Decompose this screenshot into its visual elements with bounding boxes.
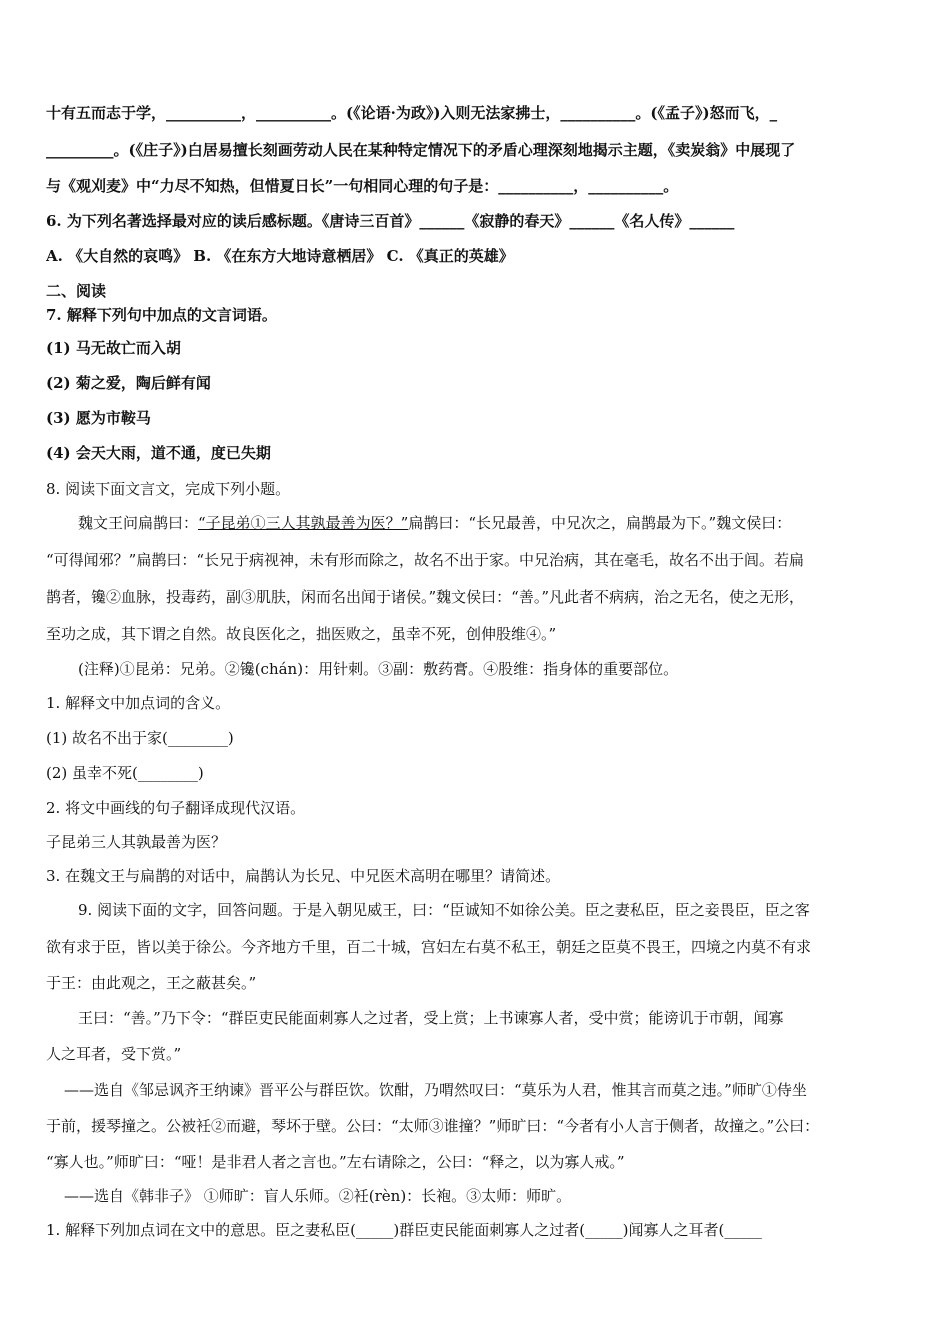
passage-line: “寡人也。”师旷曰：“哑！是非君人者之言也。”左右请除之，公曰：“释之，以为寡人戒。” [46, 1153, 625, 1171]
source-note: ——选自《韩非子》 ①师旷：盲人乐师。②衽(rèn)：长袍。③太师：师旷。 [64, 1187, 572, 1205]
passage-text: 魏文王问扁鹊曰： [78, 514, 199, 532]
passage-line: 至功之成，其下谓之自然。故良医化之，拙医败之，虽幸不死，创伸股维④。” [46, 625, 557, 643]
question-6: 6. 为下列名著选择最对应的读后感标题。《唐诗三百首》______《寂静的春天》______《名人传》______ [46, 212, 735, 230]
text-line: 十有五而志于学，__________，__________。(《论语·为政》)入则无法家拂士，__________。(《孟子》)怒而飞，_ [46, 104, 778, 122]
passage-line: 于王：由此观之，王之蔽甚矣。” [46, 974, 257, 992]
question-8: 8. 阅读下面文言文，完成下列小题。 [46, 480, 291, 498]
question-7: 7. 解释下列句中加点的文言词语。 [46, 306, 277, 324]
question-8-2: 2. 将文中画线的句子翻译成现代汉语。 [46, 799, 306, 817]
passage-line: “可得闻邪？”扁鹊曰：“长兄于病视神，未有形而除之，故名不出于家。中兄治病，其在毫毛，故名不出于闾。若扁 [46, 551, 805, 569]
passage-line: 欲有求于臣，皆以美于徐公。今齐地方千里，百二十城，宫妇左右莫不私王，朝廷之臣莫不畏王，四境之内莫不有求 [46, 938, 812, 956]
question-8-1: 1. 解释文中加点词的含义。 [46, 694, 231, 712]
underlined-sentence: “子昆弟①三人其孰最善为医？” [198, 514, 409, 532]
question-8-1-item: (1) 故名不出于家(________) [46, 729, 234, 747]
passage-line: 鹊者，镵②血脉，投毒药，副③肌肤，闲而名出闻于诸侯。”魏文侯曰：“善。”凡此者不病病，治之无名，使之无形， [46, 588, 805, 606]
text-line: _________。(《庄子》)白居易擅长刻画劳动人民在某种特定情况下的矛盾心理深刻地揭示主题，《卖炭翁》中展现了 [46, 141, 796, 159]
question-9-1: 1. 解释下列加点词在文中的意思。臣之妻私臣(_____)群臣吏民能面刺寡人之过者(_____)闻寡人之耳者(_____ [46, 1221, 762, 1239]
section-heading-reading: 二、阅读 [46, 282, 107, 300]
question-9: 9. 阅读下面的文字，回答问题。于是入朝见威王，曰：“臣诚知不如徐公美。臣之妻私臣，臣之妾畏臣，臣之客 [78, 901, 810, 919]
question-7-item: (2) 菊之爱，陶后鲜有闻 [46, 374, 211, 392]
question-8-2-sentence: 子昆弟三人其孰最善为医？ [46, 833, 227, 851]
text-line: 与《观刈麦》中“力尽不知热，但惜夏日长”一句相同心理的句子是：__________，__________。 [46, 177, 679, 195]
passage-line: 于前，援琴撞之。公被衽②而避，琴坏于壁。公曰：“太师③谁撞？”师旷曰：“今者有小人言于侧者，故撞之。”公曰： [46, 1117, 820, 1135]
question-7-item: (3) 愿为市鞍马 [46, 409, 151, 427]
question-7-item: (4) 会天大雨，道不通，度已失期 [46, 444, 271, 462]
passage-line: 王曰：“善。”乃下令：“群臣吏民能面刺寡人之过者，受上赏；上书谏寡人者，受中赏；能谤讥于市朝，闻寡 [78, 1009, 784, 1027]
question-8-1-item: (2) 虽幸不死(________) [46, 764, 204, 782]
passage-line: ——选自《邹忌讽齐王纳谏》晋平公与群臣饮。饮酣，乃喟然叹曰：“莫乐为人君，惟其言而莫之违。”师旷①侍坐 [64, 1081, 807, 1099]
question-6-options: A. 《大自然的哀鸣》 B. 《在东方大地诗意栖居》 C. 《真正的英雄》 [46, 247, 514, 265]
question-7-item: (1) 马无故亡而入胡 [46, 339, 181, 357]
passage-text: 扁鹊曰：“长兄最善，中兄次之，扁鹊最为下。”魏文侯曰： [408, 514, 792, 532]
question-8-3: 3. 在魏文王与扁鹊的对话中，扁鹊认为长兄、中兄医术高明在哪里？请简述。 [46, 867, 561, 885]
passage-line [78, 513, 922, 533]
annotation-note: (注释)①昆弟：兄弟。②镵(chán)：用针刺。③副：敷药膏。④股维：指身体的重要部位。 [78, 660, 679, 678]
passage-line: 人之耳者，受下赏。” [46, 1045, 182, 1063]
